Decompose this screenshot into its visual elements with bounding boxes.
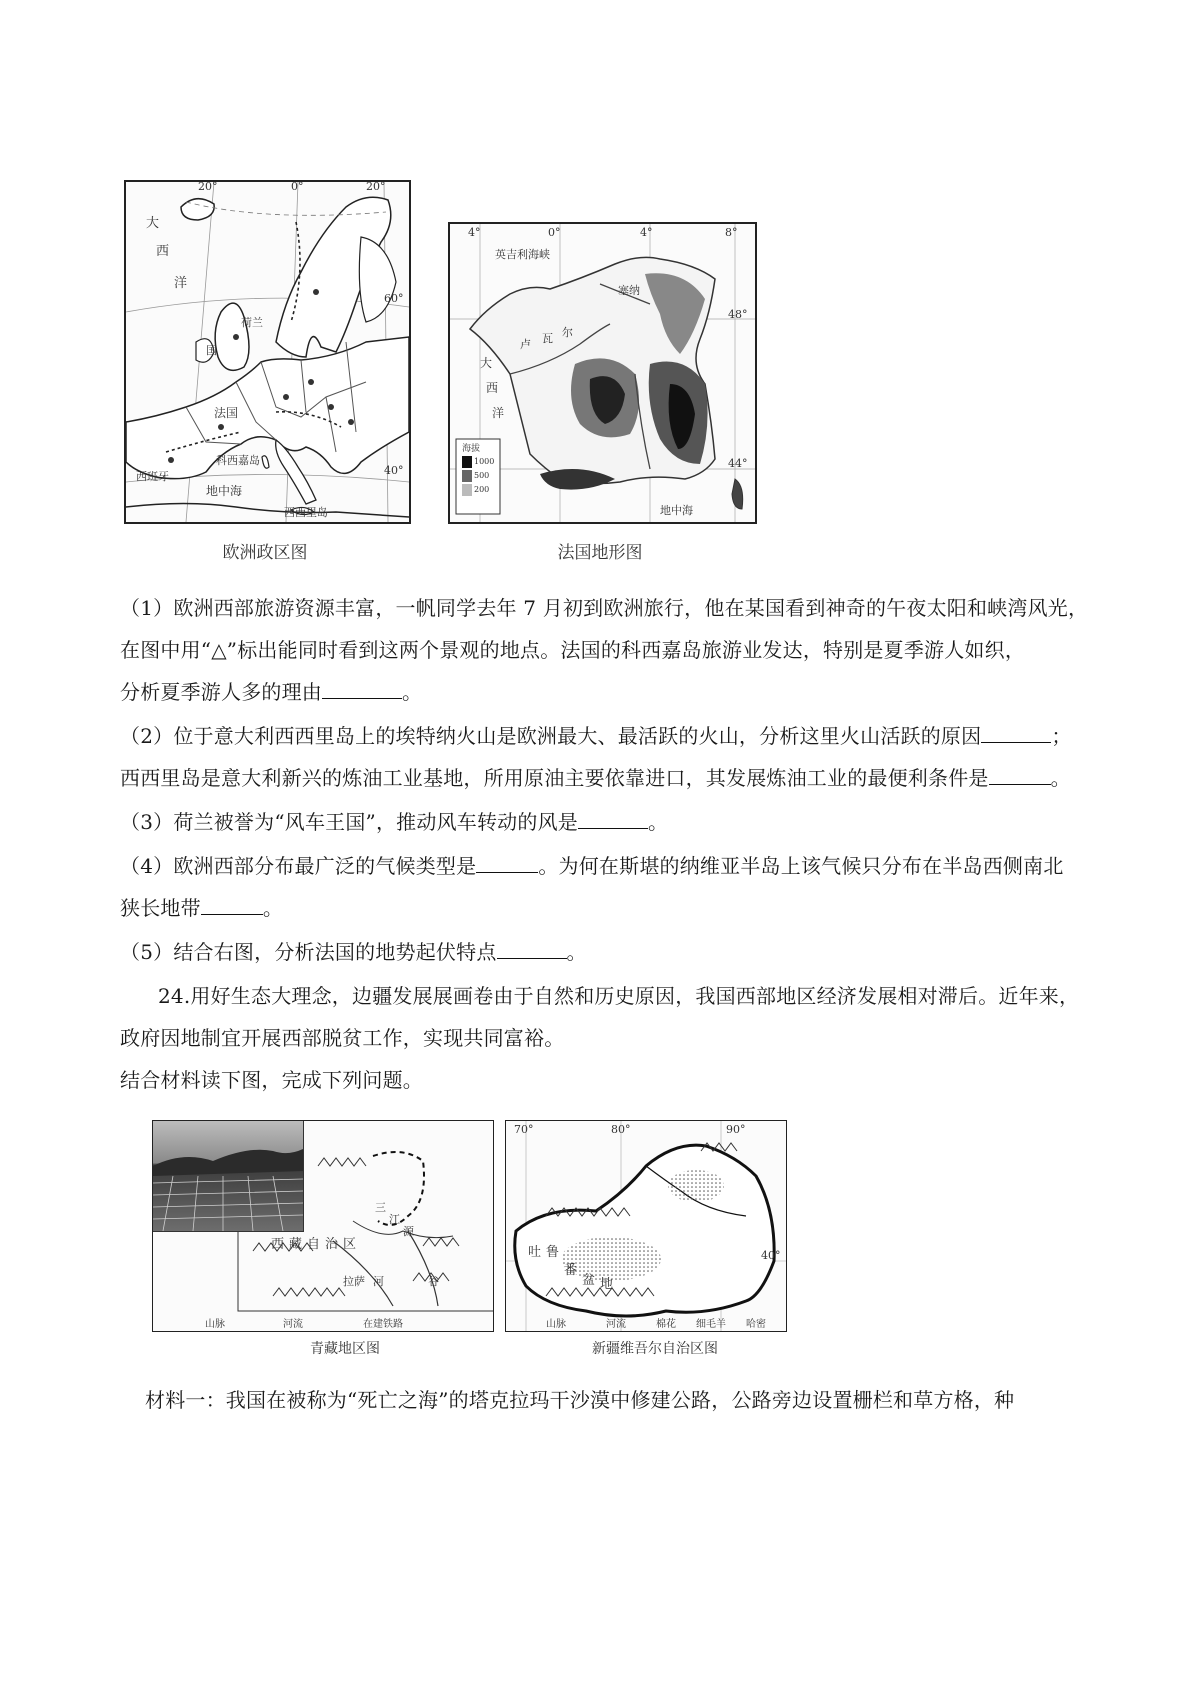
text: （2）位于意大利西西里岛上的埃特纳火山是欧洲最大、最活跃的火山，分析这里火山活跃的原因 [120,724,982,748]
lon-label: 20° [366,180,386,193]
text: 材料一：我国在被称为“死亡之海”的塔克拉玛干沙漠中修建公路，公路旁边设置栅栏和草方格，种 [145,1388,1015,1412]
text: 。 [566,940,587,964]
europe-political-map [124,180,411,524]
qingzang-region-map [152,1120,494,1332]
europe-map-caption: 欧洲政区图 [222,543,308,563]
question-4-line-1 [120,852,1064,880]
question-1-line-2 [120,636,1025,664]
legend-hami: 哈密 [746,1319,766,1330]
text: 政府因地制宜开展西部脱贫工作，实现共同富裕。 [120,1026,565,1050]
france-topographic-map [448,222,757,524]
lat-label: 48° [728,308,748,321]
qingzang-map-caption: 青藏地区图 [310,1341,380,1357]
text: 在图中用“△”标出能同时看到这两个景观的地点。法国的科西嘉岛旅游业发达，特别是夏季游人如织， [120,638,1026,662]
answer-blank[interactable] [578,808,648,829]
legend-value: 1000 [474,457,495,466]
ocean-label: 洋 [174,276,188,291]
question-24-line-1 [158,982,1079,1010]
question-24-line-2 [120,1024,564,1052]
text: 。 [647,810,669,834]
question-3 [120,808,668,836]
question-24-line-3 [120,1066,423,1094]
question-4-line-2 [120,894,283,922]
place-label: 英吉利海峡 [495,248,550,261]
place-label: 鲁 [546,1245,560,1260]
place-label: 国 [206,344,217,357]
place-label: 地 [600,1277,614,1292]
place-label: 尔 [562,326,573,339]
region-label: 西 [271,1237,285,1252]
place-label: 源 [403,1225,414,1238]
text: 。为何在斯堪的纳维亚半岛上该气候只分布在半岛西侧南北 [538,854,1064,878]
place-label: 洋 [492,406,505,420]
place-label: 河 [373,1275,384,1288]
lon-label: 4° [640,226,653,239]
material-1 [145,1386,1014,1414]
ocean-label: 大 [146,216,160,231]
lon-label: 0° [291,180,304,193]
lon-label: 4° [468,226,481,239]
lon-label: 70° [514,1123,534,1136]
answer-blank[interactable] [201,894,263,915]
place-label: 法国 [214,406,239,420]
ocean-label: 西 [156,244,170,259]
lat-label: 40° [384,464,404,477]
place-label: 荷兰 [241,316,263,329]
lon-label: 80° [611,1123,631,1136]
place-label: 吐 [528,1245,542,1260]
question-2-line-2 [120,764,1071,792]
place-label: 谷 [428,1275,439,1288]
text: 结合材料读下图，完成下列问题。 [120,1068,423,1092]
answer-blank[interactable] [322,678,402,699]
place-label: 科西嘉岛 [216,454,260,467]
xinjiang-map-caption: 新疆维吾尔自治区图 [592,1341,718,1357]
text: （1）欧洲西部旅游资源丰富，一帆同学去年 7 月初到欧洲旅行，他在某国看到神奇的午夜太阳和峡湾风光， [120,596,1089,620]
question-2-line-1 [120,722,1072,750]
legend-cotton: 棉花 [656,1319,676,1330]
question-5 [120,938,587,966]
text: 24.用好生态大理念，边疆发展展画卷由于自然和历史原因，我国西部地区经济发展相对滞后。近年来， [158,984,1080,1008]
text: 。 [402,680,423,704]
legend-sheep: 细毛羊 [696,1319,726,1330]
text: 。 [1050,766,1071,790]
lon-label: 0° [548,226,561,239]
region-label: 藏 [289,1237,303,1252]
place-label: 拉萨 [343,1275,365,1288]
legend-mountain: 山脉 [546,1319,566,1330]
legend-value: 500 [474,471,490,480]
text: （4）欧洲西部分布最广泛的气候类型是 [120,854,477,878]
legend-river: 河流 [283,1319,303,1330]
text: 西西里岛是意大利新兴的炼油工业基地，所用原油主要依靠进口，其发展炼油工业的最便利条件是 [120,766,989,790]
lon-label: 20° [198,180,218,193]
place-label: 西 [486,381,499,395]
legend-value: 200 [474,485,490,494]
text: 。 [262,896,284,920]
text: （3）荷兰被誉为“风车王国”，推动风车转动的风是 [120,810,578,834]
text: 分析夏季游人多的理由 [120,680,322,704]
place-label: 塞纳 [618,284,640,297]
answer-blank[interactable] [989,764,1051,785]
legend-river: 河流 [606,1319,626,1330]
lat-label: 44° [728,457,748,470]
place-label: 三 [375,1201,386,1214]
answer-blank[interactable] [981,722,1051,743]
lon-label: 8° [725,226,738,239]
xinjiang-region-map [505,1120,787,1332]
answer-blank[interactable] [497,938,567,959]
text: 狭长地带 [120,896,201,920]
place-label: 江 [389,1213,400,1226]
place-label: 卢 [520,338,531,351]
lat-label: 60° [384,292,404,305]
legend-railway: 在建铁路 [363,1319,403,1330]
answer-blank[interactable] [476,852,538,873]
place-label: 地中海 [206,484,243,498]
place-label: 西西里岛 [284,506,328,519]
place-label: 番 [564,1263,578,1278]
lat-label: 40° [761,1249,781,1262]
lon-label: 90° [726,1123,746,1136]
text: （5）结合右图，分析法国的地势起伏特点 [120,940,497,964]
question-1-line-3 [120,678,422,706]
legend-title: 海拔 [462,444,481,454]
question-1-line-1 [120,594,1088,622]
place-label: 西班牙 [136,470,169,483]
place-label: 地中海 [660,504,693,517]
legend-mountain: 山脉 [205,1319,225,1330]
place-label: 盆 [582,1273,596,1288]
france-map-caption: 法国地形图 [557,543,643,563]
place-label: 大 [480,356,493,370]
text: ； [1051,724,1072,748]
region-label: 区 [343,1237,357,1252]
region-label: 治 [325,1237,339,1252]
region-label: 自 [307,1237,321,1252]
place-label: 瓦 [542,332,553,345]
